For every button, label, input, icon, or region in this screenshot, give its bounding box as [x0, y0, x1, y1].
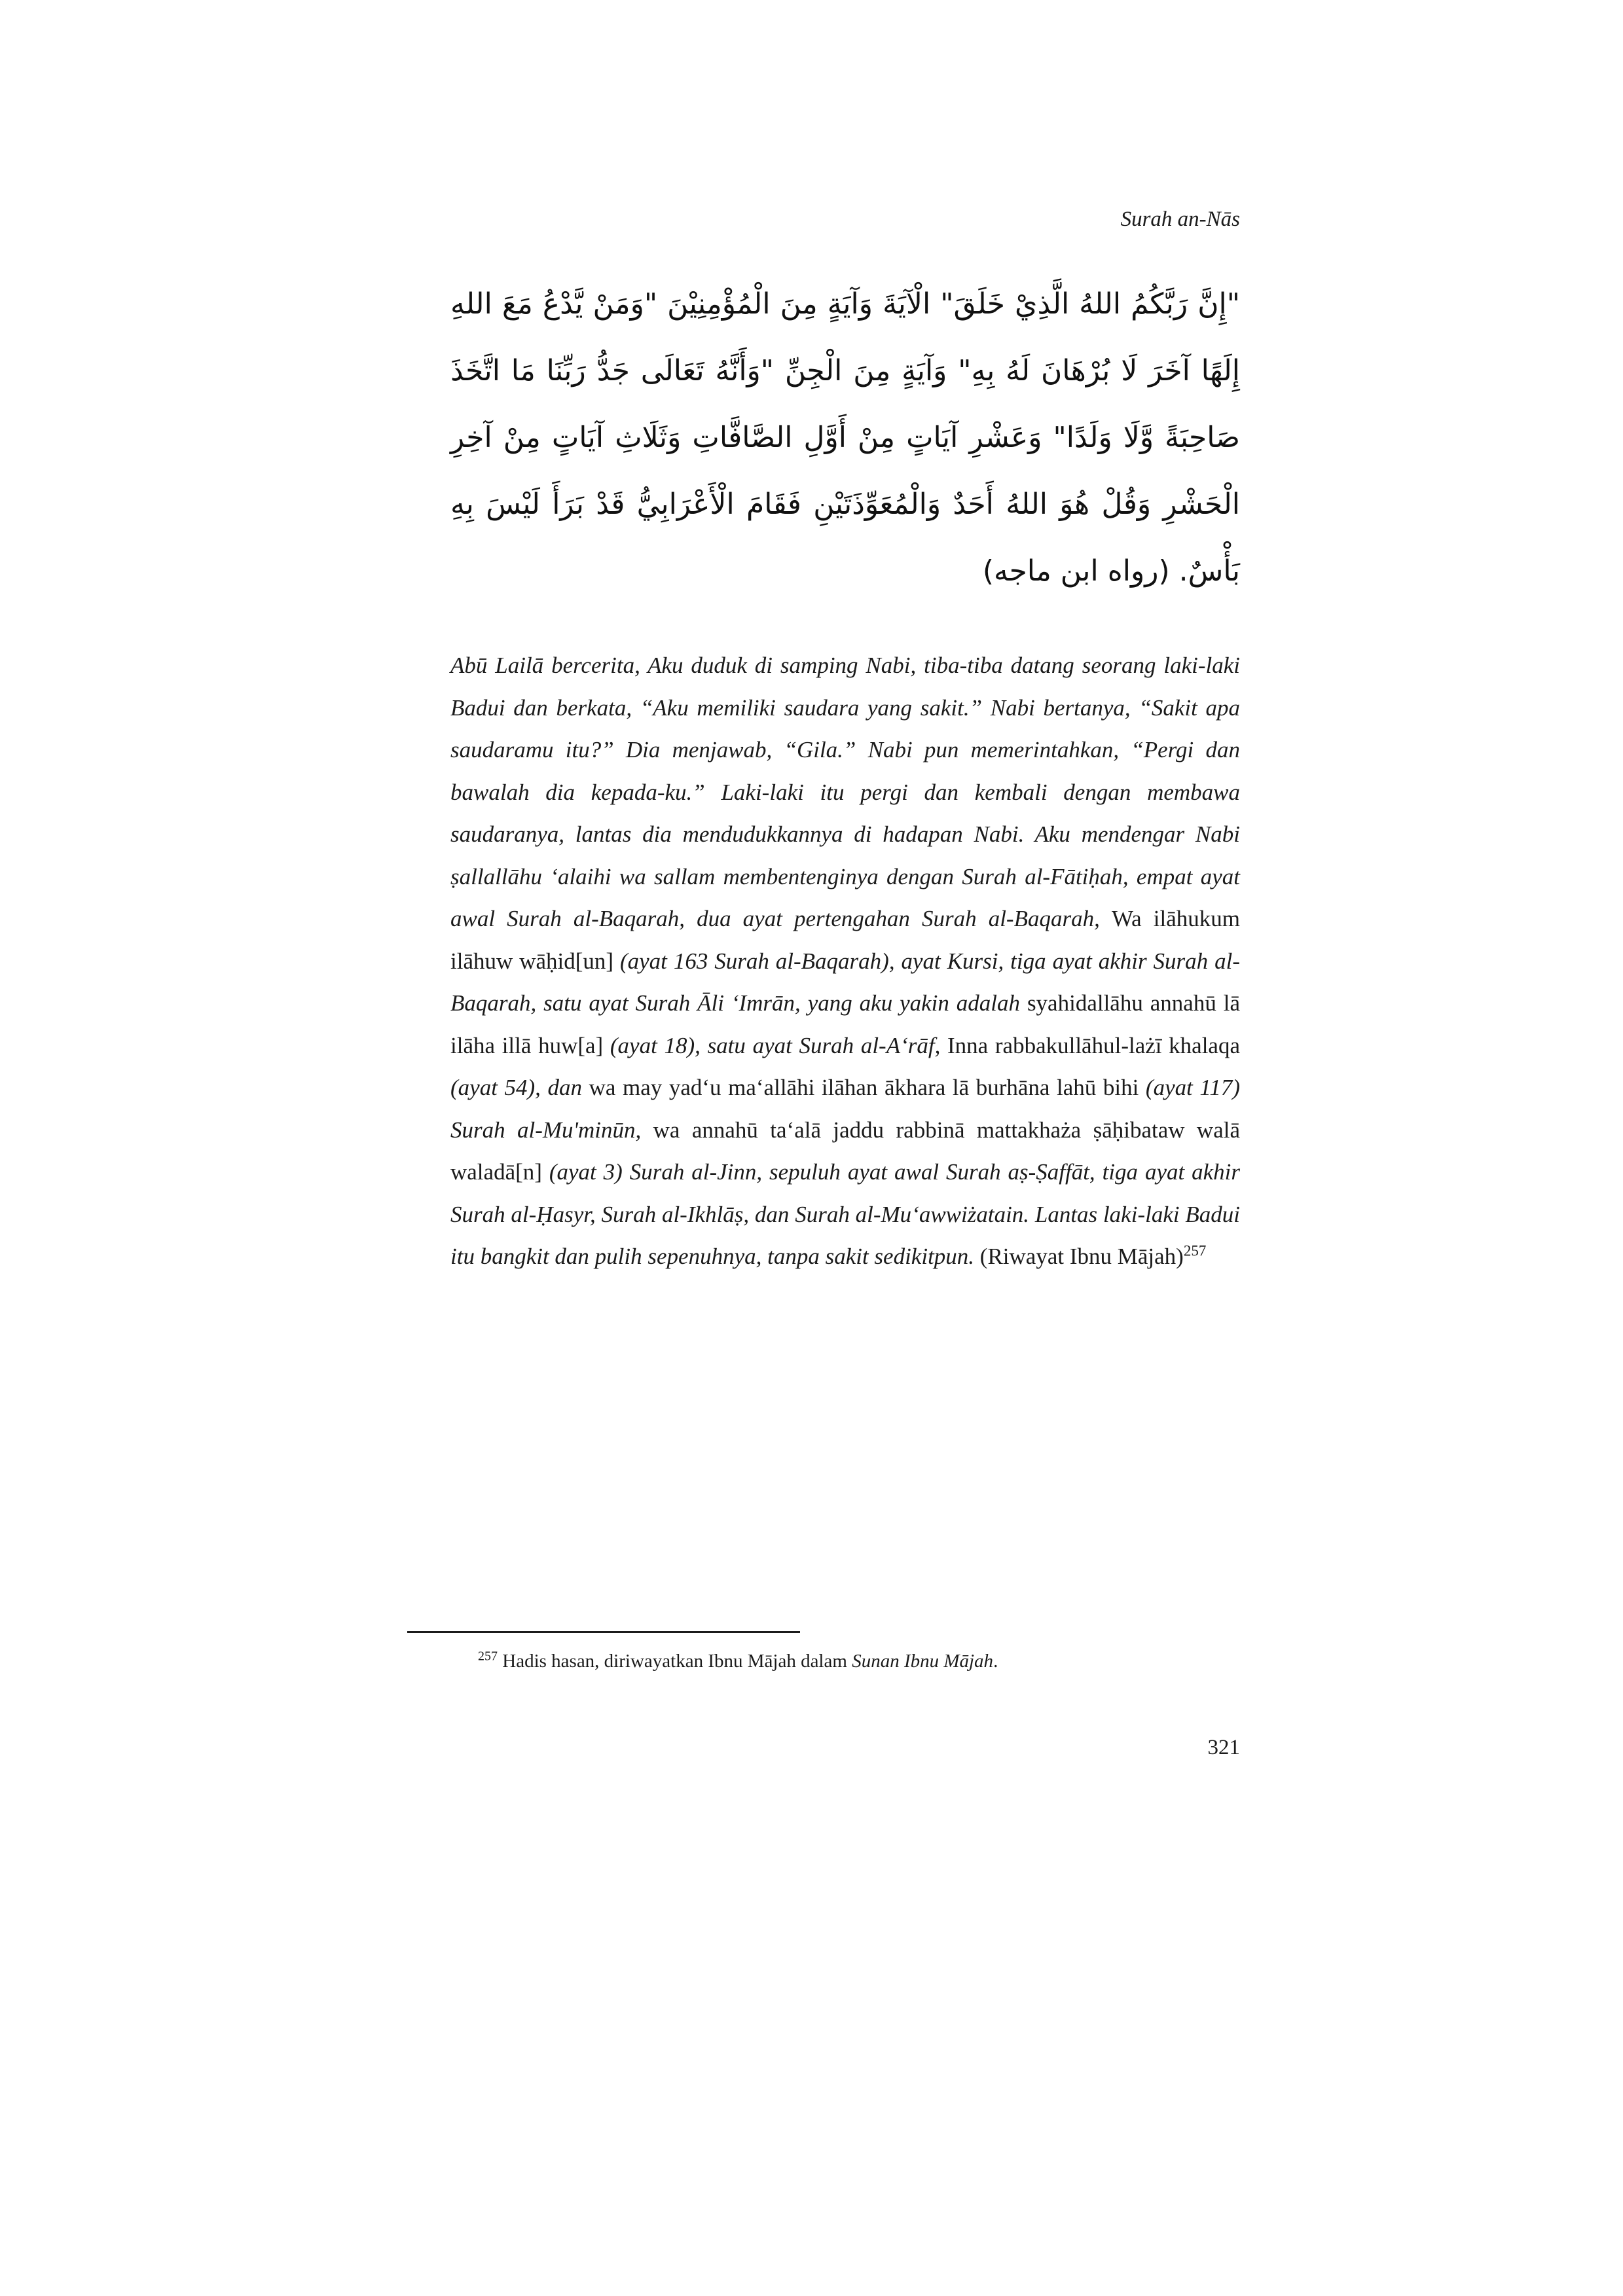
arabic-line: صَاحِبَةً وَّلَا وَلَدًا" وَعَشْرِ آيَاتٍ مِنْ أَوَّلِ الصَّافَّاتِ وَثَلَاثِ آيَاتٍ مِنْ آخِرِ — [450, 421, 1240, 454]
translation-segment: Abū Lailā bercerita, Aku duduk di samping Nabi, tiba-tiba datang seorang laki-laki Badui dan berkata, “Aku memiliki saudara yang sakit.” Nabi bertanya, “Sakit apa saudaramu itu?” Dia menjawab, “Gila.” Nabi pun memerintahkan, “Pergi dan bawalah dia kepada-ku.” Laki-laki itu pergi dan kembali dengan membawa saudaranya, lantas dia mendudukkannya di hadapan Nabi. Aku mendengar Nabi ṣallallāhu ‘alaihi wa sallam membentenginya dengan Surah al-Fātiḥah, empat ayat awal Surah al-Baqarah, dua ayat pertengahan Surah al-Baqarah, — [450, 653, 1240, 931]
footnote-text: . — [993, 1651, 998, 1672]
footnote-number: 257 — [478, 1649, 498, 1664]
footnote — [450, 1647, 1240, 1676]
translation-segment: (Riwayat Ibnu Mājah) — [979, 1244, 1184, 1269]
translation-segment: (ayat 54), dan — [450, 1075, 589, 1100]
running-header: Surah an-Nās — [1120, 207, 1240, 231]
arabic-hadith-block — [450, 271, 1240, 605]
footnote-text: Hadis hasan, diriwayatkan Ibnu Mājah dalam — [498, 1651, 852, 1672]
translation-segment: wa may yad‘u ma‘allāhi ilāhan ākhara lā burhāna lahū bihi — [589, 1075, 1146, 1100]
footnote-divider — [407, 1631, 800, 1633]
footnote-reference: 257 — [1183, 1242, 1207, 1259]
arabic-line: بَأْسٌ. (رواه ابن ماجه) — [982, 554, 1240, 588]
translation-segment: (ayat 117) Surah al-Mu'minūn, — [450, 1075, 1240, 1143]
page-content — [450, 0, 1240, 2296]
arabic-line: الْحَشْرِ وَقُلْ هُوَ اللهُ أَحَدٌ وَالْمُعَوِّذَتَيْنِ فَقَامَ الْأَعْرَابِيُّ قَدْ بَرَأَ لَيْسَ بِهِ — [450, 488, 1240, 521]
translation-segment: syahidallāhu annahū lā ilāha illā huw[a] — [450, 990, 1240, 1058]
translation-segment: wa annahū ta‘alā jaddu rabbinā mattakhaża ṣāḥibataw walā waladā[n] — [450, 1117, 1240, 1185]
translation-segment: (ayat 163 Surah al-Baqarah), ayat Kursi, tiga ayat akhir Surah al-Baqarah, satu ayat Surah Āli ‘Imrān, yang aku yakin adalah — [450, 948, 1240, 1016]
translation-segment: Inna rabbakullāhul-lażī khalaqa — [947, 1032, 1240, 1058]
page-number: 321 — [1207, 1736, 1240, 1759]
translation-segment: Wa ilāhukum ilāhuw wāḥid[un] — [450, 906, 1240, 974]
translation-segment: (ayat 18), satu ayat Surah al-A‘rāf, — [610, 1032, 948, 1058]
arabic-line: إِلَهًا آخَرَ لَا بُرْهَانَ لَهُ بِهِ" وَآيَةٍ مِنَ الْجِنِّ "وَأَنَّهُ تَعَالَى جَدُّ رَبِّنَا مَا اتَّخَذَ — [450, 354, 1240, 387]
translation-segment: (ayat 3) Surah al-Jinn, sepuluh ayat awal Surah aṣ-Ṣaffāt, tiga ayat akhir Surah al-Ḥasyr, Surah al-Ikhlāṣ, dan Surah al-Mu‘awwiżatain. Lantas laki-laki Badui itu bangkit dan pulih sepenuhnya, tanpa sakit sedikitpun. — [450, 1159, 1240, 1269]
arabic-line: "إِنَّ رَبَّكُمُ اللهُ الَّذِيْ خَلَقَ" الْآيَةَ وَآيَةٍ مِنَ الْمُؤْمِنِيْنَ "وَمَنْ يَّدْعُ مَعَ اللهِ — [450, 287, 1240, 321]
translation-paragraph — [450, 645, 1240, 1278]
footnote-source-title: Sunan Ibnu Mājah — [852, 1651, 994, 1672]
